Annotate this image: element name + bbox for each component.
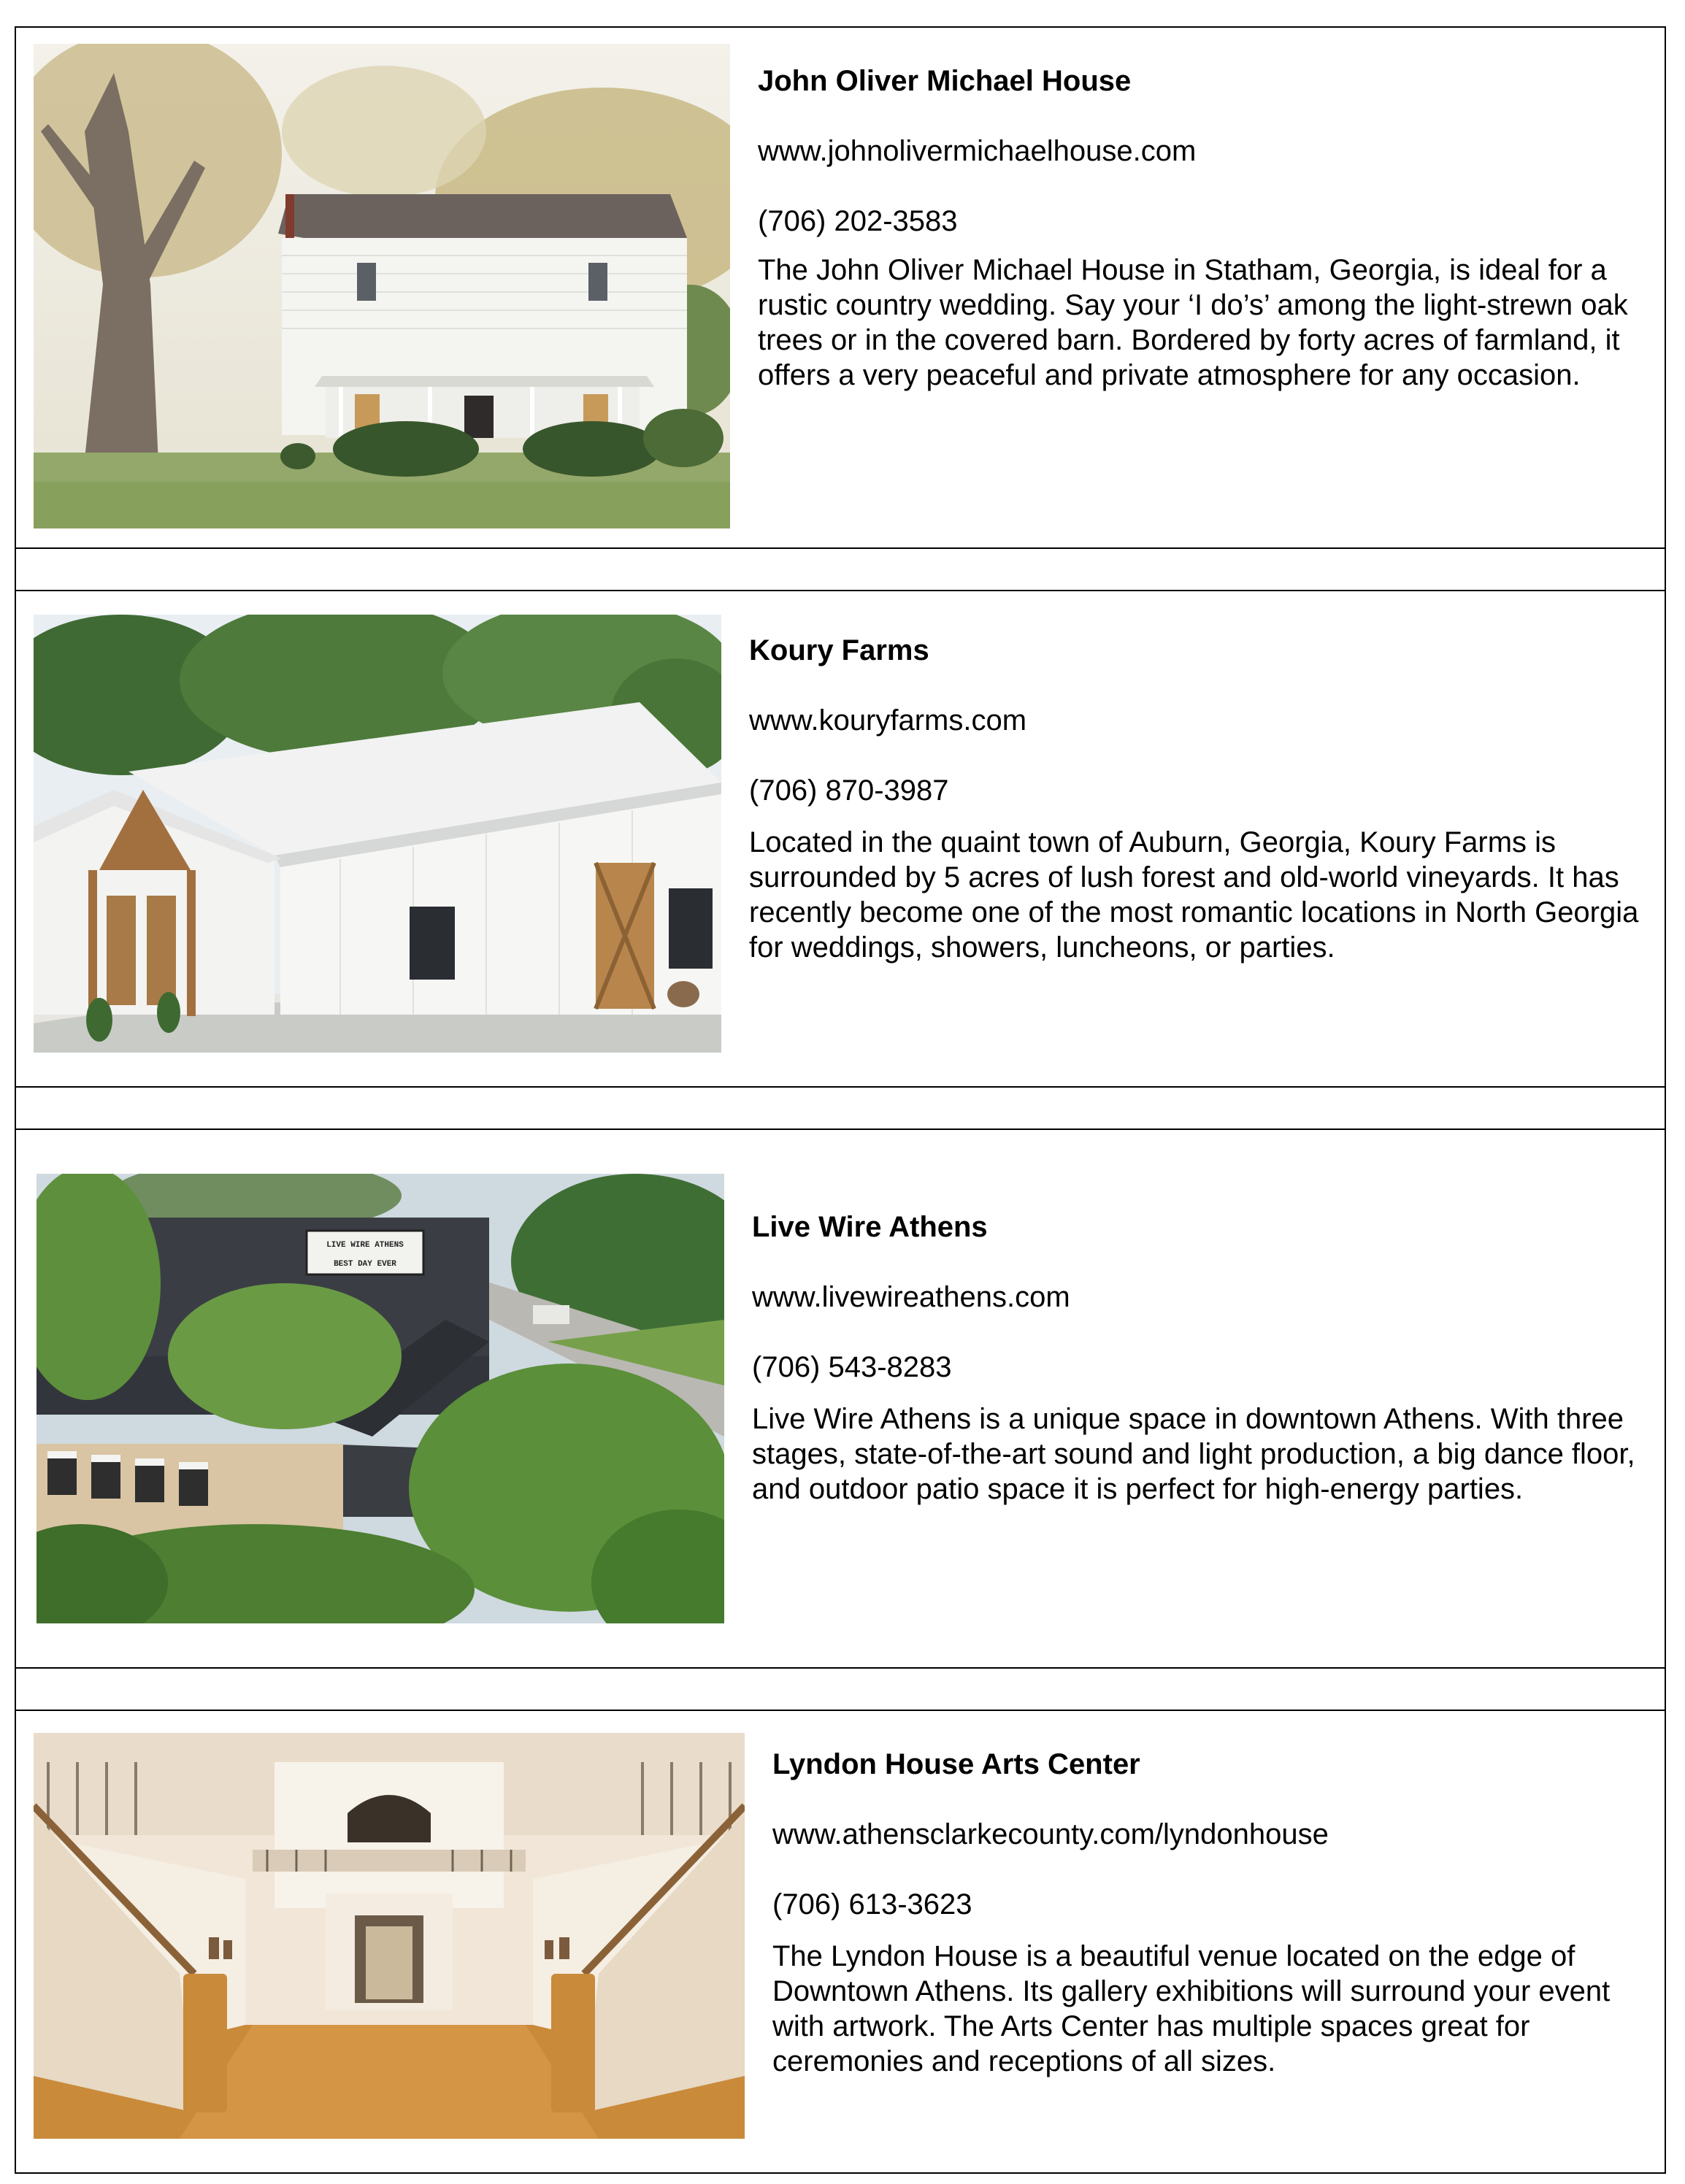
- venue-card-john-oliver-michael-house: [15, 26, 1666, 549]
- venue-name: Koury Farms: [749, 634, 929, 666]
- venue-website-link[interactable]: www.livewireathens.com: [752, 1281, 1070, 1313]
- venue-description: Located in the quaint town of Auburn, Georgia, Koury Farms is surrounded by 5 acres of lush forest and old-world vineyards. It has recently become one of the most romantic locations in North Georgia for weddings, showers, luncheons, or parties.: [749, 826, 1639, 964]
- venue-photo-white-barn: [34, 615, 721, 1053]
- venue-name: John Oliver Michael House: [758, 65, 1132, 97]
- venue-card-lyndon-house-arts-center: [15, 1710, 1666, 2174]
- venue-info: [752, 1210, 1650, 1507]
- venue-phone: (706) 613-3623: [772, 1888, 972, 1920]
- venue-description: The John Oliver Michael House in Statham, Georgia, is ideal for a rustic country wedding. Say your ‘I do’s’ among the light-strewn oak trees or in the covered barn. Bordered by forty acres of farmland, it offers a very peaceful and private atmosphere for any occasion.: [758, 254, 1628, 391]
- venue-name: Lyndon House Arts Center: [772, 1748, 1140, 1780]
- venue-photo-live-wire-patio: [37, 1174, 724, 1623]
- spacer-row: [15, 1667, 1666, 1711]
- venue-description: Live Wire Athens is a unique space in downtown Athens. With three stages, state-of-the-art sound and light production, a big dance floor, and outdoor patio space it is perfect for high-energy parties.: [752, 1403, 1635, 1505]
- venue-phone: (706) 543-8283: [752, 1351, 952, 1383]
- venue-phone: (706) 870-3987: [749, 774, 949, 807]
- spacer-row: [15, 1086, 1666, 1130]
- venue-photo-arts-center-hall: [34, 1733, 745, 2139]
- venue-website-link[interactable]: www.johnolivermichaelhouse.com: [758, 135, 1197, 167]
- venue-phone: (706) 202-3583: [758, 205, 958, 237]
- venue-photo-farmhouse: [34, 44, 730, 528]
- marquee-line-2: BEST DAY EVER: [334, 1260, 396, 1269]
- venue-info: [772, 1747, 1648, 2079]
- venue-card-koury-farms: [15, 590, 1666, 1088]
- spacer-row: [15, 547, 1666, 591]
- venue-website-link[interactable]: www.athensclarkecounty.com/lyndonhouse: [772, 1818, 1329, 1850]
- venue-website-link[interactable]: www.kouryfarms.com: [749, 704, 1027, 737]
- venue-description: The Lyndon House is a beautiful venue located on the edge of Downtown Athens. Its gallery exhibitions will surround your event with artwork. The Arts Center has multiple spaces great for ceremonies and receptions of all sizes.: [772, 1940, 1611, 2077]
- venue-name: Live Wire Athens: [752, 1211, 988, 1243]
- venue-info: [758, 64, 1648, 393]
- venue-info: [749, 634, 1647, 965]
- venue-card-live-wire-athens: [15, 1128, 1666, 1669]
- marquee-line-1: LIVE WIRE ATHENS: [326, 1241, 404, 1250]
